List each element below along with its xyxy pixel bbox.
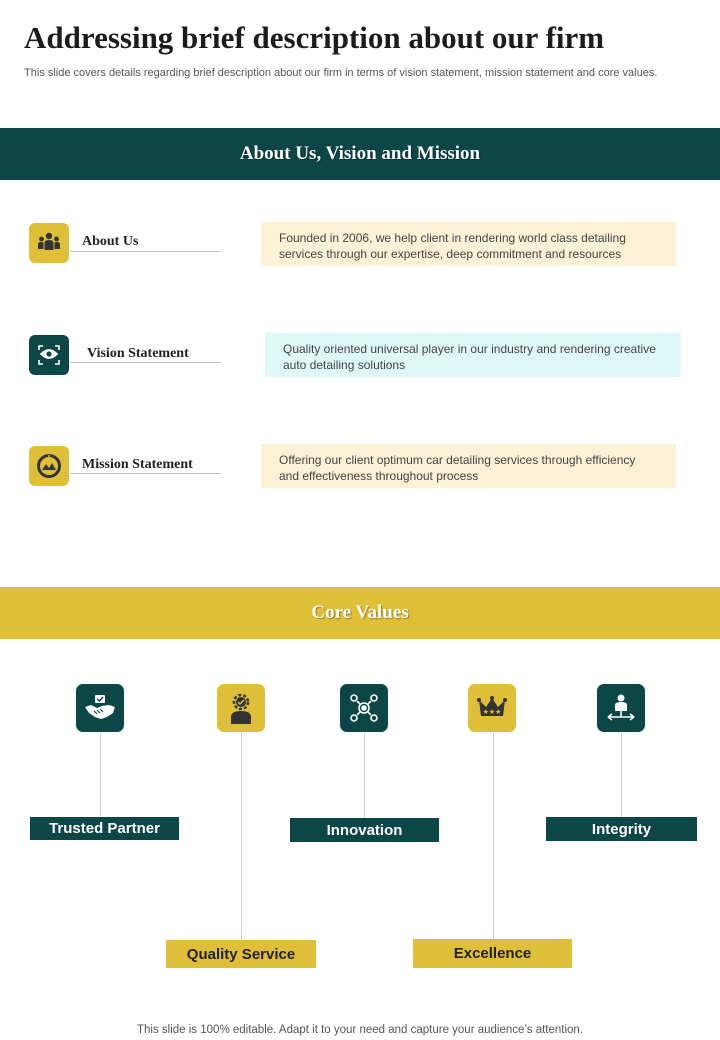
footer-note: This slide is 100% editable. Adapt it to your need and capture your audience’s attention.: [136, 1024, 584, 1036]
innovation-gears-icon: [340, 684, 388, 732]
core-value-excellence: Excellence: [413, 939, 572, 968]
core-value-innovation: Innovation: [290, 818, 439, 842]
row-label-mission-statement: Mission Statement: [82, 457, 193, 472]
vision-statement-description: Quality oriented universal player in our industry and rendering creative auto detailing solutions: [265, 333, 681, 377]
svg-text:★★★: ★★★: [482, 708, 502, 716]
integrity-person-arrows-icon: [597, 684, 645, 732]
crown-stars-icon: [468, 684, 516, 732]
about-us-description: Founded in 2006, we help client in rendering world class detailing services through our expertise, deep commitment and resources: [261, 222, 676, 266]
core-values-banner: Core Values: [0, 587, 720, 639]
eye-vision-icon: [29, 335, 69, 375]
row-label-vision-statement: Vision Statement: [87, 346, 189, 361]
page-subtitle: This slide covers details regarding brief description about our firm in terms of vision statement, mission statement and core values.: [24, 67, 658, 79]
mission-target-icon: [29, 446, 69, 486]
mission-statement-description: Offering our client optimum car detailing services through efficiency and effectiveness throughout process: [261, 444, 676, 488]
row-underline: [70, 362, 221, 363]
row-underline: [70, 251, 221, 252]
team-icon: [29, 223, 69, 263]
handshake-icon: [76, 684, 124, 732]
connector-line: [493, 733, 494, 940]
connector-line: [241, 733, 242, 940]
row-label-about-us: About Us: [82, 234, 139, 249]
connector-line: [621, 733, 622, 817]
quality-person-gear-icon: [217, 684, 265, 732]
row-underline: [70, 473, 221, 474]
core-value-trusted-partner: Trusted Partner: [30, 817, 179, 840]
core-value-integrity: Integrity: [546, 817, 697, 841]
about-section-banner: About Us, Vision and Mission: [0, 128, 720, 180]
core-value-quality-service: Quality Service: [166, 940, 316, 968]
page-title: Addressing brief description about our firm: [24, 20, 605, 55]
connector-line: [100, 733, 101, 818]
connector-line: [364, 733, 365, 818]
